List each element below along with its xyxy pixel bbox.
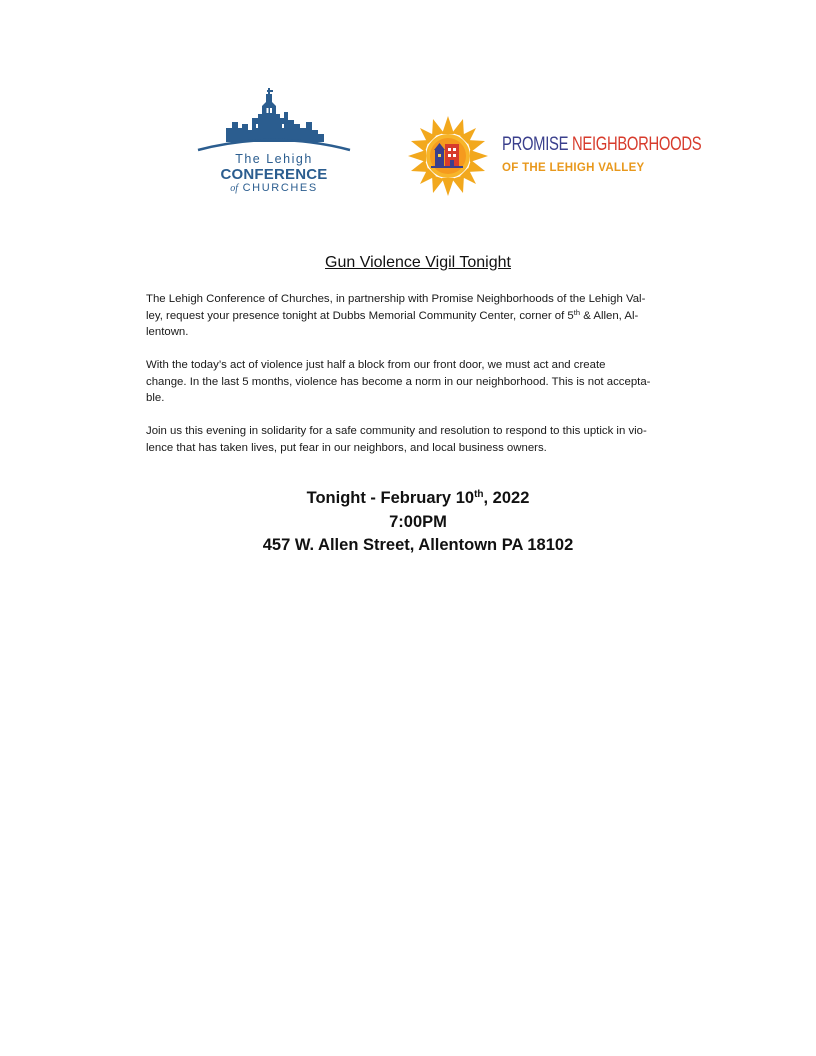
event-date-a: Tonight - February 10 bbox=[306, 489, 475, 507]
p1-line-2a: ley, request your presence tonight at Dubbs Memorial Community Center, corner of 5 bbox=[146, 309, 574, 322]
event-date bbox=[0, 487, 816, 511]
p3-line-2: lence that has taken lives, put fear in our neighbors, and local business owners. bbox=[146, 441, 547, 454]
p2-line-2: change. In the last 5 months, violence has become a norm in our neighborhood. This is not accepta- bbox=[146, 375, 651, 388]
p3-line-1: Join us this evening in solidarity for a safe community and resolution to respond to this uptick in vio- bbox=[146, 425, 647, 437]
pn-neighborhoods: NEIGHBORHOODS bbox=[571, 134, 702, 155]
lcc-line-3 bbox=[196, 182, 352, 194]
flyer-title: Gun Violence Vigil Tonight bbox=[325, 254, 511, 271]
lcc-line-2: CONFERENCE bbox=[220, 166, 328, 183]
logo-row bbox=[0, 84, 816, 204]
p1-line-1: The Lehigh Conference of Churches, in partnership with Promise Neighborhoods of the Lehigh Val- bbox=[146, 293, 646, 305]
paragraph-2 bbox=[146, 357, 686, 407]
p2-line-3: ble. bbox=[146, 392, 165, 404]
event-date-sup: th bbox=[474, 489, 484, 500]
paragraph-1 bbox=[146, 291, 686, 341]
event-date-b: , 2022 bbox=[483, 489, 530, 507]
lehigh-conference-logo bbox=[196, 84, 352, 199]
pn-subtitle: OF THE LEHIGH VALLEY bbox=[502, 162, 645, 174]
paragraph-3 bbox=[146, 423, 686, 456]
pn-title bbox=[502, 134, 701, 156]
lcc-churches: CHURCHES bbox=[242, 182, 318, 194]
event-address: 457 W. Allen Street, Allentown PA 18102 bbox=[262, 536, 574, 554]
lcc-line-1: The Lehigh bbox=[235, 152, 313, 166]
promise-neighborhoods-logo bbox=[404, 114, 702, 200]
p2-line-1: With the today’s act of violence just half a block from our front door, we must act and create bbox=[146, 359, 606, 371]
p1-superscript: th bbox=[573, 307, 581, 317]
lcc-of: of bbox=[230, 183, 238, 194]
p1-line-3: lentown. bbox=[146, 326, 189, 338]
church-skyline-icon bbox=[196, 84, 352, 154]
event-details bbox=[0, 487, 816, 558]
sun-houses-icon bbox=[404, 114, 494, 200]
p1-line-2b: & Allen, Al- bbox=[580, 309, 639, 322]
pn-promise: PROMISE bbox=[502, 134, 569, 155]
event-time: 7:00PM bbox=[389, 512, 447, 531]
